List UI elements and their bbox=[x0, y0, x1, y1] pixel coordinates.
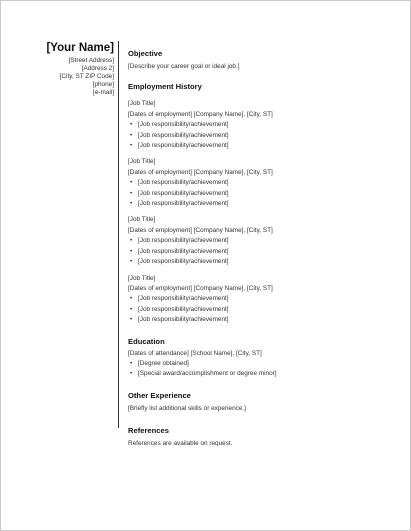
education-details bbox=[128, 359, 398, 380]
divider-line bbox=[118, 41, 119, 428]
list-item: • [Job responsibility/achievement] bbox=[128, 294, 398, 304]
job-dates-company: [Dates of employment] [Company Name], [City, ST] bbox=[128, 284, 273, 292]
job-entry bbox=[128, 99, 398, 151]
list-item: • [Job responsibility/achievement] bbox=[128, 247, 398, 257]
job-responsibilities bbox=[128, 294, 398, 325]
contact-block bbox=[21, 42, 114, 97]
list-item: • [Job responsibility/achievement] bbox=[128, 236, 398, 246]
street-address: [Street Address] bbox=[68, 57, 114, 64]
job-responsibilities bbox=[128, 178, 398, 209]
references-heading: References bbox=[128, 426, 169, 436]
job-dates-company: [Dates of employment] [Company Name], [City, ST] bbox=[128, 226, 273, 234]
list-item: • [Degree obtained] bbox=[128, 359, 398, 369]
list-item: • [Job responsibility/achievement] bbox=[128, 120, 398, 130]
list-item: • [Job responsibility/achievement] bbox=[128, 131, 398, 141]
education-line: [Dates of attendance] [School Name], [City, ST] bbox=[128, 349, 262, 357]
list-item: • [Special award/accomplishment or degree minor] bbox=[128, 369, 398, 379]
list-item: • [Job responsibility/achievement] bbox=[128, 199, 398, 209]
job-dates-company: [Dates of employment] [Company Name], [City, ST] bbox=[128, 168, 273, 176]
job-responsibilities bbox=[128, 120, 398, 151]
address-2: [Address 2] bbox=[81, 64, 114, 72]
email: [e-mail] bbox=[93, 88, 114, 96]
job-title: [Job Title] bbox=[128, 216, 156, 224]
list-item: • [Job responsibility/achievement] bbox=[128, 315, 398, 325]
education-heading: Education bbox=[128, 336, 165, 346]
list-item: • [Job responsibility/achievement] bbox=[128, 305, 398, 315]
other-experience-text: [Briefly list additional skills or experience.] bbox=[128, 404, 246, 412]
job-title: [Job Title] bbox=[128, 100, 156, 108]
objective-text: [Describe your career goal or ideal job.] bbox=[128, 63, 240, 70]
list-item: • [Job responsibility/achievement] bbox=[128, 141, 398, 151]
list-item: • [Job responsibility/achievement] bbox=[128, 257, 398, 267]
job-responsibilities bbox=[128, 236, 398, 267]
job-title: [Job Title] bbox=[128, 158, 156, 166]
employment-heading: Employment History bbox=[128, 82, 202, 92]
resume-body bbox=[128, 48, 398, 450]
job-entry bbox=[128, 215, 398, 267]
phone: [phone] bbox=[92, 80, 114, 88]
list-item: • [Job responsibility/achievement] bbox=[128, 178, 398, 188]
objective-heading: Objective bbox=[128, 49, 163, 58]
other-experience-heading: Other Experience bbox=[128, 390, 191, 400]
list-item: • [Job responsibility/achievement] bbox=[128, 189, 398, 199]
city-state-zip: [City, ST ZIP Code] bbox=[59, 72, 114, 80]
your-name: [Your Name] bbox=[46, 42, 114, 54]
job-entry bbox=[128, 274, 398, 326]
references-text: References are available on request. bbox=[128, 440, 233, 448]
job-title: [Job Title] bbox=[128, 274, 156, 282]
job-dates-company: [Dates of employment] [Company Name], [City, ST] bbox=[128, 110, 273, 118]
job-entry bbox=[128, 157, 398, 209]
